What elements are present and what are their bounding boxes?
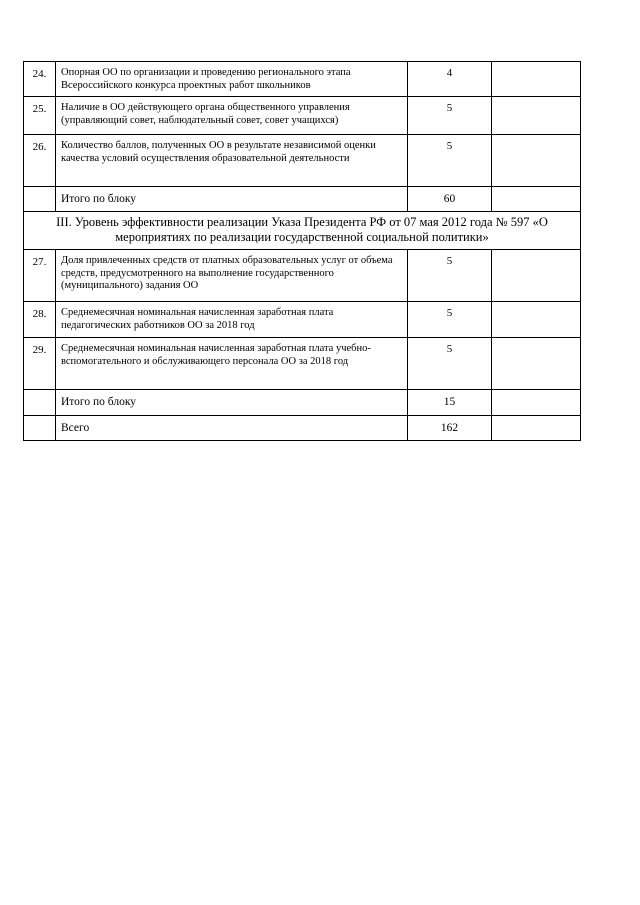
empty-cell [492,338,581,390]
block-total-label: Итого по блоку [56,390,408,416]
block-total-label: Итого по блоку [56,187,408,212]
grand-total-score: 162 [408,416,492,441]
empty-cell [492,416,581,441]
criterion-score: 5 [408,135,492,187]
block-total-score: 15 [408,390,492,416]
row-number: 24. [24,62,56,97]
empty-cell [492,250,581,302]
table-row [24,302,581,338]
row-number: 28. [24,302,56,338]
table-row [24,250,581,302]
criterion-score: 4 [408,62,492,97]
criteria-table [23,61,581,441]
criterion-score: 5 [408,302,492,338]
criterion-text: Среднемесячная номинальная начисленная заработная плата учебно-вспомогательного и обслуживающего персонала ОО за 2018 год [56,338,408,390]
empty-cell [492,97,581,135]
empty-cell [492,62,581,97]
criterion-text: Количество баллов, полученных ОО в результате независимой оценки качества условий осуществления образовательной деятельности [56,135,408,187]
criterion-text: Опорная ОО по организации и проведению регионального этапа Всероссийского конкурса проектных работ школьников [56,62,408,97]
criterion-score: 5 [408,338,492,390]
table-row [24,97,581,135]
row-number: 25. [24,97,56,135]
table-row [24,62,581,97]
row-number: 26. [24,135,56,187]
criterion-score: 5 [408,97,492,135]
table-row [24,338,581,390]
block-total-row [24,390,581,416]
empty-cell [24,390,56,416]
row-number: 29. [24,338,56,390]
empty-cell [24,187,56,212]
section-header-row [24,212,581,250]
criterion-text: Доля привлеченных средств от платных образовательных услуг от объема средств, предусмотренного на выполнение государственного (муниципального) задания ОО [56,250,408,302]
empty-cell [24,416,56,441]
criterion-text: Наличие в ОО действующего органа общественного управления (управляющий совет, наблюдательный совет, совет учащихся) [56,97,408,135]
criterion-score: 5 [408,250,492,302]
table-row [24,135,581,187]
block-total-row [24,187,581,212]
grand-total-row [24,416,581,441]
empty-cell [492,390,581,416]
empty-cell [492,302,581,338]
criterion-text: Среднемесячная номинальная начисленная заработная плата педагогических работников ОО за 2018 год [56,302,408,338]
grand-total-label: Всего [56,416,408,441]
empty-cell [492,187,581,212]
section-title: III. Уровень эффективности реализации Указа Президента РФ от 07 мая 2012 года № 597 «О мероприятиях по реализации государственной социальной политики» [24,212,581,250]
empty-cell [492,135,581,187]
row-number: 27. [24,250,56,302]
block-total-score: 60 [408,187,492,212]
